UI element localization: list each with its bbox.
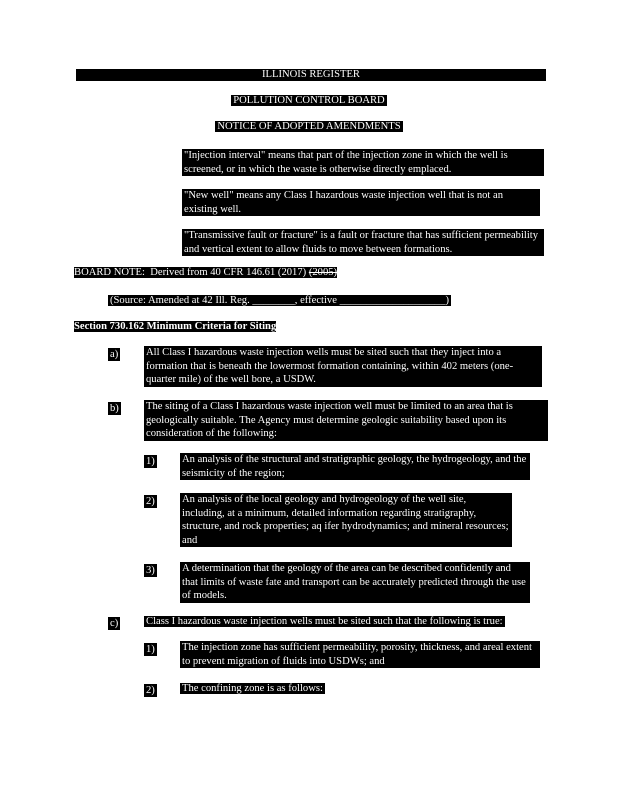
board-note-struck: (2005): [308, 267, 338, 278]
notice-title-row: [0, 120, 618, 134]
section-heading: [74, 320, 276, 334]
item-marker: 2): [146, 496, 155, 507]
subsection-marker: c): [110, 618, 119, 629]
subsection-marker: a): [110, 349, 119, 360]
definition-paragraph: "New well" means any Class I hazardous waste injection well that is not an existing well.: [182, 189, 540, 216]
notice-title: NOTICE OF ADOPTED AMENDMENTS: [217, 121, 401, 132]
definition-paragraph: "Transmissive fault or fracture" is a fault or fracture that has sufficient permeability and vertical extent to allow fluids to move between formations.: [182, 229, 544, 256]
board-note: [74, 266, 337, 280]
board-title: POLLUTION CONTROL BOARD: [233, 95, 385, 106]
subsection-text: The siting of a Class I hazardous waste injection well must be limited to an area that is geologically suitable. The Agency must determine geologic suitability based upon its consideration of the following:: [144, 400, 548, 441]
definition-paragraph: "Injection interval" means that part of the injection zone in which the well is screened, or in which the waste is otherwise directly emplaced.: [182, 149, 544, 176]
section-title: Section 730.162 Minimum Criteria for Siting: [74, 321, 277, 332]
board-note-label: BOARD NOTE:: [74, 267, 145, 278]
subsection-text: Class I hazardous waste injection wells must be sited such that the following is true:: [146, 616, 503, 627]
item-marker: 3): [146, 565, 155, 576]
source-text: (Source: Amended at 42 Ill. Reg. ________, effective ____________________): [110, 295, 450, 306]
item-text: An analysis of the local geology and hydrogeology of the well site, including, at a minimum, detailed information regarding stratigraphy, structure, and rock properties; aq ifer hydrodynamics; and mineral resources; and: [180, 493, 512, 547]
register-title: ILLINOIS REGISTER: [262, 69, 360, 80]
item-text: The confining zone is as follows:: [182, 683, 323, 694]
subsection-text: All Class I hazardous waste injection wells must be sited such that they inject into a formation that is beneath the lowermost formation containing, within 402 meters (one-quarter mile) of the well bore, a USDW.: [144, 346, 542, 387]
subsection-text-row: [144, 615, 505, 629]
item-marker: 1): [146, 456, 155, 467]
item-text: A determination that the geology of the area can be described confidently and that limits of waste fate and transport can be accurately predicted through the use of models.: [180, 562, 530, 603]
source-line: [108, 294, 451, 308]
item-text: An analysis of the structural and stratigraphic geology, the hydrogeology, and the seismicity of the region;: [180, 453, 530, 480]
item-text-row: [180, 682, 325, 696]
item-marker: 2): [146, 685, 155, 696]
item-text: The injection zone has sufficient permeability, porosity, thickness, and areal extent to prevent migration of fluids into USDWs; and: [180, 641, 540, 668]
register-header: [76, 69, 546, 81]
board-note-text: Derived from 40 CFR 146.61 (2017): [150, 267, 307, 278]
item-marker: 1): [146, 644, 155, 655]
board-title-row: [0, 94, 618, 108]
subsection-marker: b): [110, 403, 119, 414]
